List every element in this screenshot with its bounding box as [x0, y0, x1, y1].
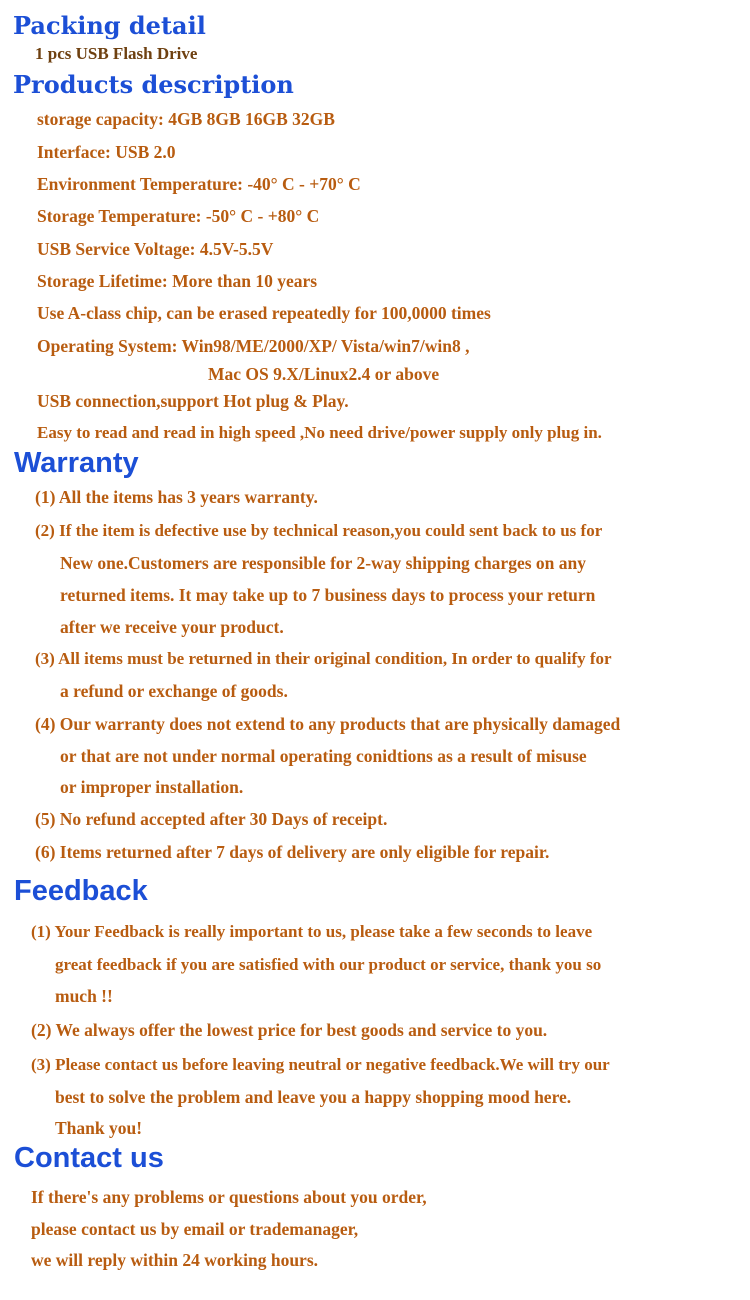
spec-usb-connection: USB connection,support Hot plug & Play. [37, 391, 349, 411]
warranty-heading: Warranty [14, 447, 139, 479]
packing-detail-heading: Packing detail [13, 11, 206, 40]
feedback-item-3-line-2: best to solve the problem and leave you a happy shopping mood here. [55, 1087, 572, 1107]
warranty-item-3: (3) All items must be returned in their original condition, In order to qualify for [35, 649, 612, 668]
spec-service-voltage: USB Service Voltage: 4.5V-5.5V [37, 239, 274, 259]
warranty-item-2: (2) If the item is defective use by technical reason,you could sent back to us for [35, 521, 603, 540]
warranty-item-4-line-3: or improper installation. [60, 777, 244, 797]
warranty-item-4-line-2: or that are not under normal operating conidtions as a result of misuse [60, 746, 587, 766]
contact-line-3: we will reply within 24 working hours. [31, 1250, 318, 1270]
spec-read-speed: Easy to read and read in high speed ,No need drive/power supply only plug in. [37, 423, 602, 442]
spec-chip: Use A-class chip, can be erased repeatedly for 100,0000 times [37, 303, 491, 323]
spec-storage-capacity: storage capacity: 4GB 8GB 16GB 32GB [37, 109, 335, 129]
feedback-item-2: (2) We always offer the lowest price for best goods and service to you. [31, 1020, 548, 1040]
spec-interface: Interface: USB 2.0 [37, 142, 176, 162]
contact-heading: Contact us [14, 1142, 164, 1174]
products-description-heading: Products description [13, 70, 294, 99]
feedback-item-1-line-2: great feedback if you are satisfied with our product or service, thank you so [55, 955, 602, 974]
spec-storage-lifetime: Storage Lifetime: More than 10 years [37, 271, 318, 291]
warranty-item-2-line-3: returned items. It may take up to 7 business days to process your return [60, 585, 596, 605]
packing-item: 1 pcs USB Flash Drive [35, 44, 198, 63]
contact-line-2: please contact us by email or trademanager, [31, 1219, 359, 1239]
feedback-item-1-line-3: much !! [55, 986, 113, 1006]
warranty-item-5: (5) No refund accepted after 30 Days of receipt. [35, 809, 388, 829]
feedback-item-3: (3) Please contact us before leaving neutral or negative feedback.We will try our [31, 1055, 610, 1074]
spec-operating-system: Operating System: Win98/ME/2000/XP/ Vista/win7/win8 , [37, 336, 470, 356]
warranty-item-1: (1) All the items has 3 years warranty. [35, 487, 318, 507]
contact-line-1: If there's any problems or questions about you order, [31, 1187, 427, 1207]
warranty-item-2-line-2: New one.Customers are responsible for 2-way shipping charges on any [60, 553, 586, 573]
spec-environment-temperature: Environment Temperature: -40° C - +70° C [37, 174, 361, 194]
warranty-item-2-line-4: after we receive your product. [60, 617, 284, 637]
warranty-item-6: (6) Items returned after 7 days of delivery are only eligible for repair. [35, 842, 550, 862]
feedback-item-3-line-3: Thank you! [55, 1118, 143, 1138]
feedback-heading: Feedback [14, 875, 148, 907]
warranty-item-4: (4) Our warranty does not extend to any products that are physically damaged [35, 714, 621, 734]
spec-storage-temperature: Storage Temperature: -50° C - +80° C [37, 206, 320, 226]
warranty-item-3-line-2: a refund or exchange of goods. [60, 681, 288, 701]
feedback-item-1: (1) Your Feedback is really important to us, please take a few seconds to leave [31, 922, 593, 941]
spec-operating-system-cont: Mac OS 9.X/Linux2.4 or above [208, 364, 440, 384]
